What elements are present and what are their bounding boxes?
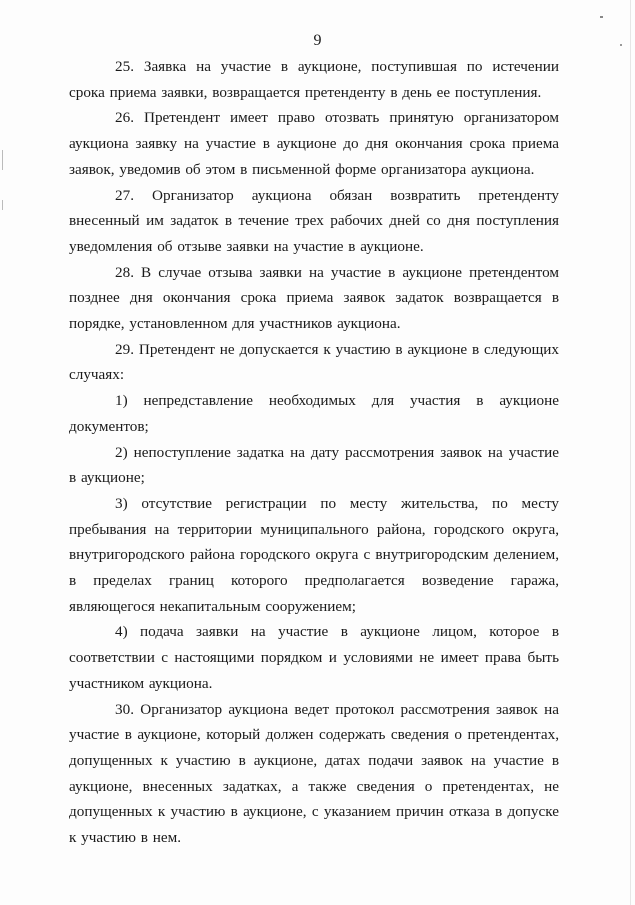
page-number: 9 — [313, 32, 322, 49]
document-body — [69, 54, 559, 851]
paragraph-25: 25. Заявка на участие в аукционе, поступившая по истечении срока приема заявки, возвращается претенденту в день ее поступления. — [69, 58, 559, 101]
list-item-3: 3) отсутствие регистрации по месту жительства, по месту пребывания на территории муниципального района, городского округа, внутригородского района городского округа с внутригородским делением, в пределах границ которого предполагается возведение гаража, являющегося некапитальным сооружением; — [69, 494, 559, 615]
paragraph-27: 27. Организатор аукциона обязан возвратить претенденту внесенный им задаток в течение трех рабочих дней со дня поступления уведомления об отзыве заявки на участие в аукционе. — [69, 186, 559, 255]
list-item-1: 1) непредставление необходимых для участия в аукционе документов; — [69, 392, 559, 435]
paragraph-30: 30. Организатор аукциона ведет протокол рассмотрения заявок на участие в аукционе, который должен содержать сведения о претендентах, допущенных к участию в аукционе, датах подачи заявок на участие в аукционе, внесенных задатках, а также сведения о претендентах, не допущенных к участию в аукционе, с указанием причин отказа в допуске к участию в нем. — [69, 700, 559, 847]
scan-edge — [630, 0, 631, 905]
scan-artifact — [2, 150, 3, 170]
scan-artifact — [600, 16, 603, 18]
list-item-2: 2) непоступление задатка на дату рассмотрения заявок на участие в аукционе; — [69, 443, 559, 487]
paragraph-26: 26. Претендент имеет право отозвать принятую организатором аукциона заявку на участие в аукционе до дня окончания срока приема заявок, уведомив об этом в письменной форме организатора аукциона. — [69, 109, 559, 178]
scan-artifact — [2, 200, 3, 210]
list-item-4: 4) подача заявки на участие в аукционе лицом, которое в соответствии с настоящими порядком и условиями не имеет права быть участником аукциона. — [69, 623, 559, 692]
paragraph-29: 29. Претендент не допускается к участию в аукционе в следующих случаях: — [69, 340, 559, 384]
paragraph-28: 28. В случае отзыва заявки на участие в аукционе претендентом позднее дня окончания срока приема заявок задаток возвращается в порядке, установленном для участников аукциона. — [69, 263, 559, 333]
